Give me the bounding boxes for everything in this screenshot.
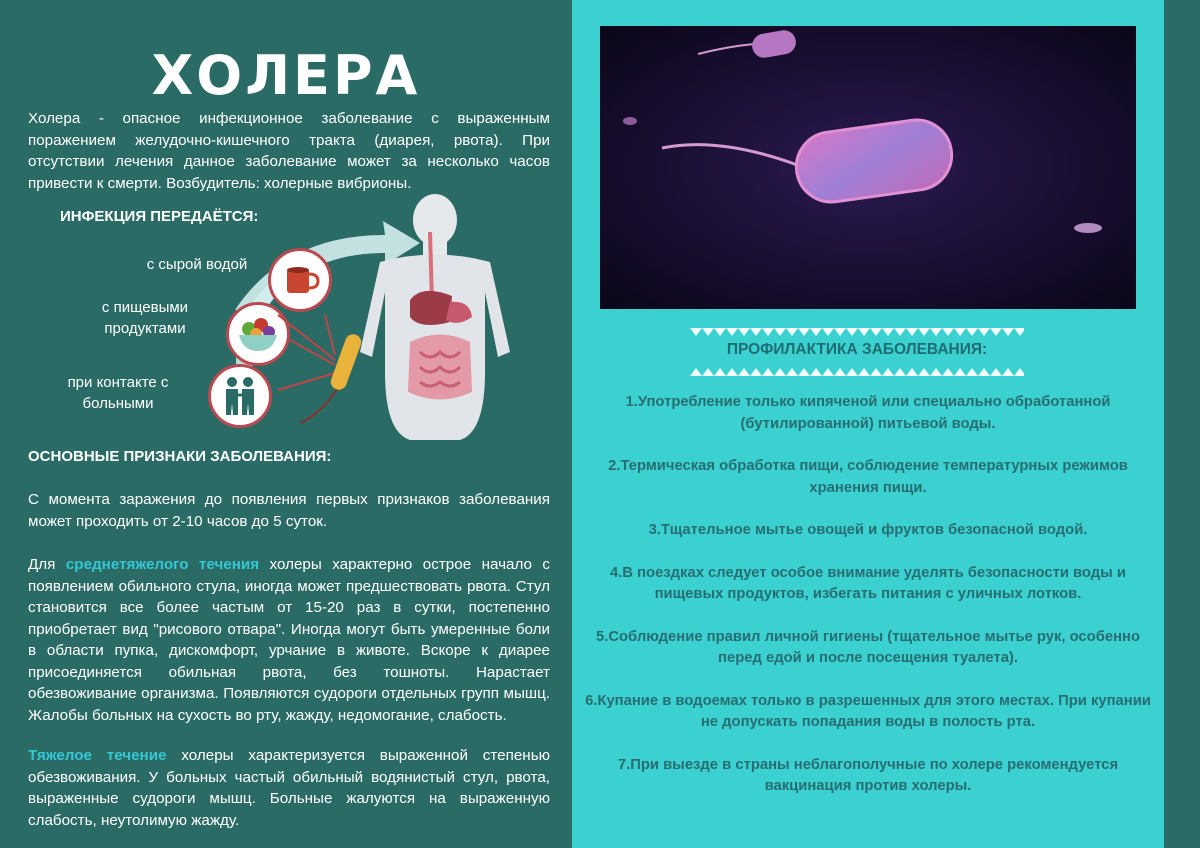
route-label-contact: при контакте с больными [67,374,169,412]
moderate-text: холеры характерно острое начало с появлением обильного стула, иногда может предшествовать рвота. Стул становится все более частым от 15-20 раз в сутки, постепенно приобретает вид "рисового отвара". Иногда могут быть умеренные боли в области пупка, дискомфорт, урчание в животе. Вскоре к диарее присоединяется обильная рвота, без тошноты. Нарастает обезвоживание организма. Появляются судороги отдельных групп мышц. Жалобы больных на сухость во рту, жажду, недомогание, слабость. [28,556,550,724]
people-contact-icon [208,364,272,428]
prevention-item: 3.Тщательное мытье овощей и фруктов безопасной водой. [648,522,1088,538]
severe-text: холеры характеризуется выраженной степенью обезвоживания. У больных частый обильный водянистый стул, рвота, выраженные судороги мышц. Больные жалуются на выраженную слабость, неутолимую жажду. [28,747,550,829]
cup-icon [268,248,332,312]
human-body-icon [360,192,530,442]
prevention-item: 6.Купание в водоемах только в разрешенных для этого местах. При купании не допускать попадания воды в полость рта. [585,692,1151,730]
left-panel [0,0,572,848]
signs-heading: ОСНОВНЫЕ ПРИЗНАКИ ЗАБОЛЕВАНИЯ: [28,448,332,465]
onset-paragraph: С момента заражения до появления первых признаков заболевания может проходить от 2-10 часов до 5 суток. [28,491,550,530]
prevention-item: 4.В поездках следует особое внимание уделять безопасности воды и пищевых продуктов, избегать питания с уличных лотков. [609,564,1127,602]
moderate-prefix: Для [28,556,66,573]
prevention-heading: ПРОФИЛАКТИКА ЗАБОЛЕВАНИЯ: [726,341,988,358]
prevention-item: 2.Термическая обработка пищи, соблюдение температурных режимов хранения пищи. [608,458,1128,496]
page-title: ХОЛЕРА [151,44,421,107]
transmission-heading: ИНФЕКЦИЯ ПЕРЕДАЁТСЯ: [60,208,259,225]
moderate-course-paragraph [28,554,550,726]
prevention-item: 5.Соблюдение правил личной гигиены (тщательное мытье рук, особенно перед едой и после посещения туалета). [595,628,1140,666]
severe-course-paragraph [28,745,550,831]
route-label-food: с пищевыми продуктами [101,299,189,337]
prevention-list [584,392,1152,819]
right-edge-strip [1164,0,1200,848]
vibrio-photo [600,26,1136,309]
route-label-water: с сырой водой [146,256,248,273]
moderate-highlight: среднетяжелого течения [65,556,260,573]
intro-paragraph: Холера - опасное инфекционное заболевание с выраженным поражением желудочно-кишечного тракта (диарея, рвота). При отсутствии лечения данное заболевание может за несколько часов привести к смерти. Возбудитель: холерные вибрионы. [28,110,550,192]
severe-highlight: Тяжелое течение [28,747,167,764]
prevention-item: 1.Употребление только кипяченой или специально обработанной (бутилированной) питьевой воды. [625,394,1111,432]
prevention-item: 7.При выезде в страны неблагополучные по холере рекомендуется вакцинация против холеры. [617,756,1119,794]
